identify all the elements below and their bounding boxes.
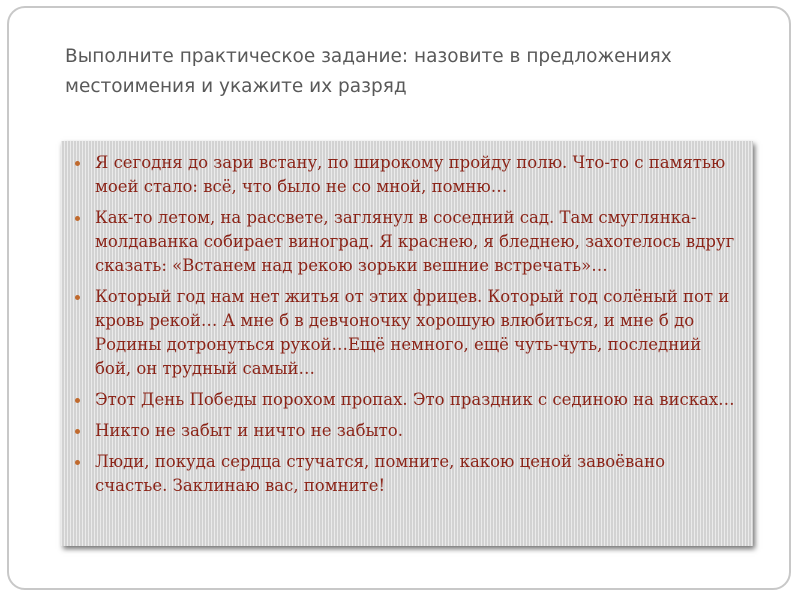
bullet-text: Как-то летом, на рассвете, заглянул в соседний сад. Там смуглянка-молдаванка собирает виноград. Я краснею, я бледнею, захотелось вдруг сказать: «Встанем над рекою зорьки вешние встречать»… [95, 208, 735, 275]
bullet-dot-icon [75, 295, 80, 300]
bullet-dot-icon [75, 460, 80, 465]
bullet-dot-icon [75, 429, 80, 434]
bullet-text: Который год нам нет житья от этих фрицев. Который год солёный пот и кровь рекой… А мне б в девчоночку хорошую влюбиться, и мне б до Родины дотронуться рукой…Ещё немного, ещё чуть-чуть, последний бой, он трудный самый… [95, 287, 730, 378]
slide-title: Выполните практическое задание: назовите в предложениях местоимения и укажите их разряд [65, 46, 672, 97]
bullet-text: Люди, покуда сердца стучатся, помните, какою ценой завоёвано счастье. Заклинаю вас, помните! [95, 452, 666, 495]
bullet-item [75, 151, 739, 199]
bullet-item [75, 206, 739, 278]
bullet-list [75, 151, 739, 498]
bullet-dot-icon [75, 398, 80, 403]
bullet-item [75, 285, 739, 381]
bullet-text: Я сегодня до зари встану, по широкому пройду полю. Что-то с памятью моей стало: всё, что было не со мной, помню… [95, 153, 726, 196]
content-box [61, 141, 753, 546]
slide-frame [7, 6, 791, 590]
bullet-item [75, 450, 739, 498]
bullet-item [75, 419, 739, 443]
bullet-text: Никто не забыт и ничто не забыто. [95, 421, 403, 440]
bullet-item [75, 388, 739, 412]
bullet-dot-icon [75, 161, 80, 166]
bullet-text: Этот День Победы порохом пропах. Это праздник с сединою на висках… [95, 390, 735, 409]
bullet-dot-icon [75, 216, 80, 221]
